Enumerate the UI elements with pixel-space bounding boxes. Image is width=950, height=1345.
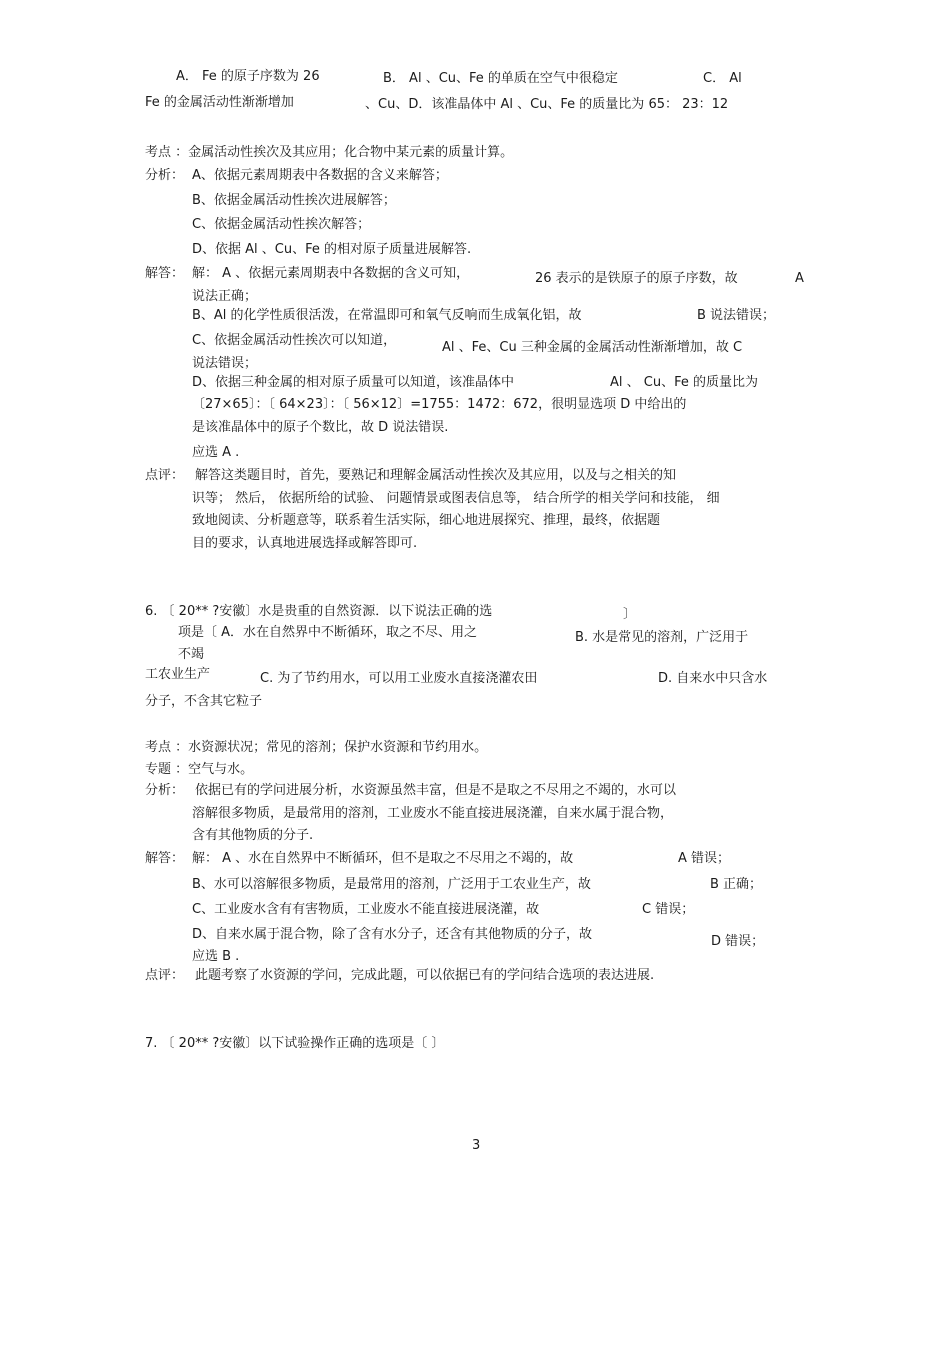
q5-option-c-continued: Fe 的金属活动性渐渐增加 xyxy=(145,95,294,110)
q6-jieda-line: 应选 B . xyxy=(192,949,240,964)
q6-kaodian: 考点 ：水资源状况；常见的溶剂；保护水资源和节约用水。 xyxy=(145,740,488,755)
q6-option-d-continued: 分子，不含其它粒子 xyxy=(145,694,263,709)
q5-jieda-line: D、依据三种金属的相对原子质量可以知道，该准晶体中 xyxy=(192,375,515,390)
q5-jieda-line: B、Al 的化学性质很活泼，在常温即可和氧气反响而生成氧化铝，故 xyxy=(192,308,582,323)
q6-dianping-label: 点评： xyxy=(145,968,185,983)
q5-jieda-line: 应选 A . xyxy=(192,445,240,460)
q5-fenxi-line: A、依据元素周期表中各数据的含义来解答； xyxy=(192,168,448,183)
q6-dianping-line: 此题考察了水资源的学问，完成此题，可以依据已有的学问结合选项的表达进展. xyxy=(195,968,655,983)
q5-jieda-line: Al 、Fe、Cu 三种金属的金属活动性渐渐增加，故 C xyxy=(442,340,743,355)
q5-jieda-line: 说法正确； xyxy=(192,289,258,304)
q6-jieda-line: C、工业废水含有有害物质，工业废水不能直接进展浇灌，故 xyxy=(192,902,540,917)
q5-jieda-line: 说法错误； xyxy=(192,356,258,371)
q5-fenxi-line: C、依据金属活动性挨次解答； xyxy=(192,217,371,232)
q5-option-a: A． Fe 的原子序数为 26 xyxy=(176,69,320,84)
q5-option-d: 、Cu、D．该准晶体中 Al 、Cu、Fe 的质量比为 65： 23：12 xyxy=(365,97,729,112)
q6-jieda-line: A 错误； xyxy=(678,851,731,866)
q6-zhuanti: 专题 ：空气与水。 xyxy=(145,762,254,777)
q6-option-a: 项是〔 A．水在自然界中不断循环，取之不尽、用之 xyxy=(178,625,478,640)
q5-fenxi-line: B、依据金属活动性挨次进展解答； xyxy=(192,193,396,208)
q5-option-c: C． Al xyxy=(703,71,742,86)
q5-option-b: B． Al 、Cu、Fe 的单质在空气中很稳定 xyxy=(383,71,618,86)
q5-jieda-line: B 说法错误； xyxy=(697,308,776,323)
q5-fenxi-line: D、依据 Al 、Cu、Fe 的相对原子质量进展解答. xyxy=(192,242,472,257)
q6-fenxi-line: 溶解很多物质，是最常用的溶剂，工业废水不能直接进展浇灌，自来水属于混合物， xyxy=(192,806,674,821)
q6-jieda-line: B 正确； xyxy=(710,877,763,892)
q5-kaodian: 考点 ：金属活动性挨次及其应用；化合物中某元素的质量计算。 xyxy=(145,145,514,160)
q5-dianping-line: 致地阅读、分析题意等，联系着生活实际，细心地进展探究、推理，最终，依据题 xyxy=(192,513,661,528)
q5-jieda-line: 解： A 、依据元素周期表中各数据的含义可知， xyxy=(192,266,470,281)
q6-jieda-line: C 错误； xyxy=(642,902,695,917)
q5-dianping-label: 点评： xyxy=(145,468,185,483)
q5-dianping-line: 识等； 然后， 依据所给的试验、 问题情景或图表信息等， 结合所学的相关学问和技能， 细 xyxy=(192,491,720,506)
q6-jieda-line: D、自来水属于混合物，除了含有水分子，还含有其他物质的分子，故 xyxy=(192,927,593,942)
q6-jieda-line: 解： A 、水在自然界中不断循环，但不是取之不尽用之不竭的，故 xyxy=(192,851,574,866)
q6-fenxi-label: 分析： xyxy=(145,783,185,798)
q5-jieda-line: Al 、 Cu、Fe 的质量比为 xyxy=(610,375,758,390)
q5-fenxi-label: 分析： xyxy=(145,168,185,183)
q6-fenxi-line: 依据已有的学问进展分析，水资源虽然丰富，但是不是取之不尽用之不竭的，水可以 xyxy=(195,783,677,798)
q5-jieda-line: 是该准晶体中的原子个数比，故 D 说法错误. xyxy=(192,420,449,435)
q7-title: 7. 〔 20** ?安徽〕以下试验操作正确的选项是〔 〕 xyxy=(145,1036,445,1051)
q5-jieda-line: A xyxy=(795,271,804,286)
q6-jieda-label: 解答： xyxy=(145,851,185,866)
q6-option-b-continued: 工农业生产 xyxy=(145,667,211,682)
page-number: 3 xyxy=(472,1138,481,1153)
q6-paren: 〕 xyxy=(623,607,637,622)
q5-jieda-line: 〔27×65〕：〔 64×23〕：〔 56×12〕=1755：1472：672，很明显选项 D 中给出的 xyxy=(192,397,687,412)
q5-dianping-line: 目的要求，认真地进展选择或解答即可. xyxy=(192,536,418,551)
q6-fenxi-line: 含有其他物质的分子. xyxy=(192,828,314,843)
q6-jieda-line: B、水可以溶解很多物质，是最常用的溶剂，广泛用于工农业生产，故 xyxy=(192,877,591,892)
q6-option-b: B. 水是常见的溶剂，广泛用于 xyxy=(575,630,749,645)
q6-option-a-continued: 不竭 xyxy=(178,647,205,662)
q5-jieda-line: C、依据金属活动性挨次可以知道， xyxy=(192,333,397,348)
q6-option-c: C. 为了节约用水，可以用工业废水直接浇灌农田 xyxy=(260,671,538,686)
q6-jieda-line: D 错误； xyxy=(711,934,765,949)
q5-jieda-line: 26 表示的是铁原子的原子序数，故 xyxy=(535,271,738,286)
q5-dianping-line: 解答这类题目时，首先，要熟记和理解金属活动性挨次及其应用，以及与之相关的知 xyxy=(195,468,677,483)
q6-title: 6. 〔 20** ?安徽〕水是贵重的自然资源．以下说法正确的选 xyxy=(145,604,493,619)
q5-jieda-label: 解答： xyxy=(145,266,185,281)
q6-option-d: D. 自来水中只含水 xyxy=(658,671,768,686)
